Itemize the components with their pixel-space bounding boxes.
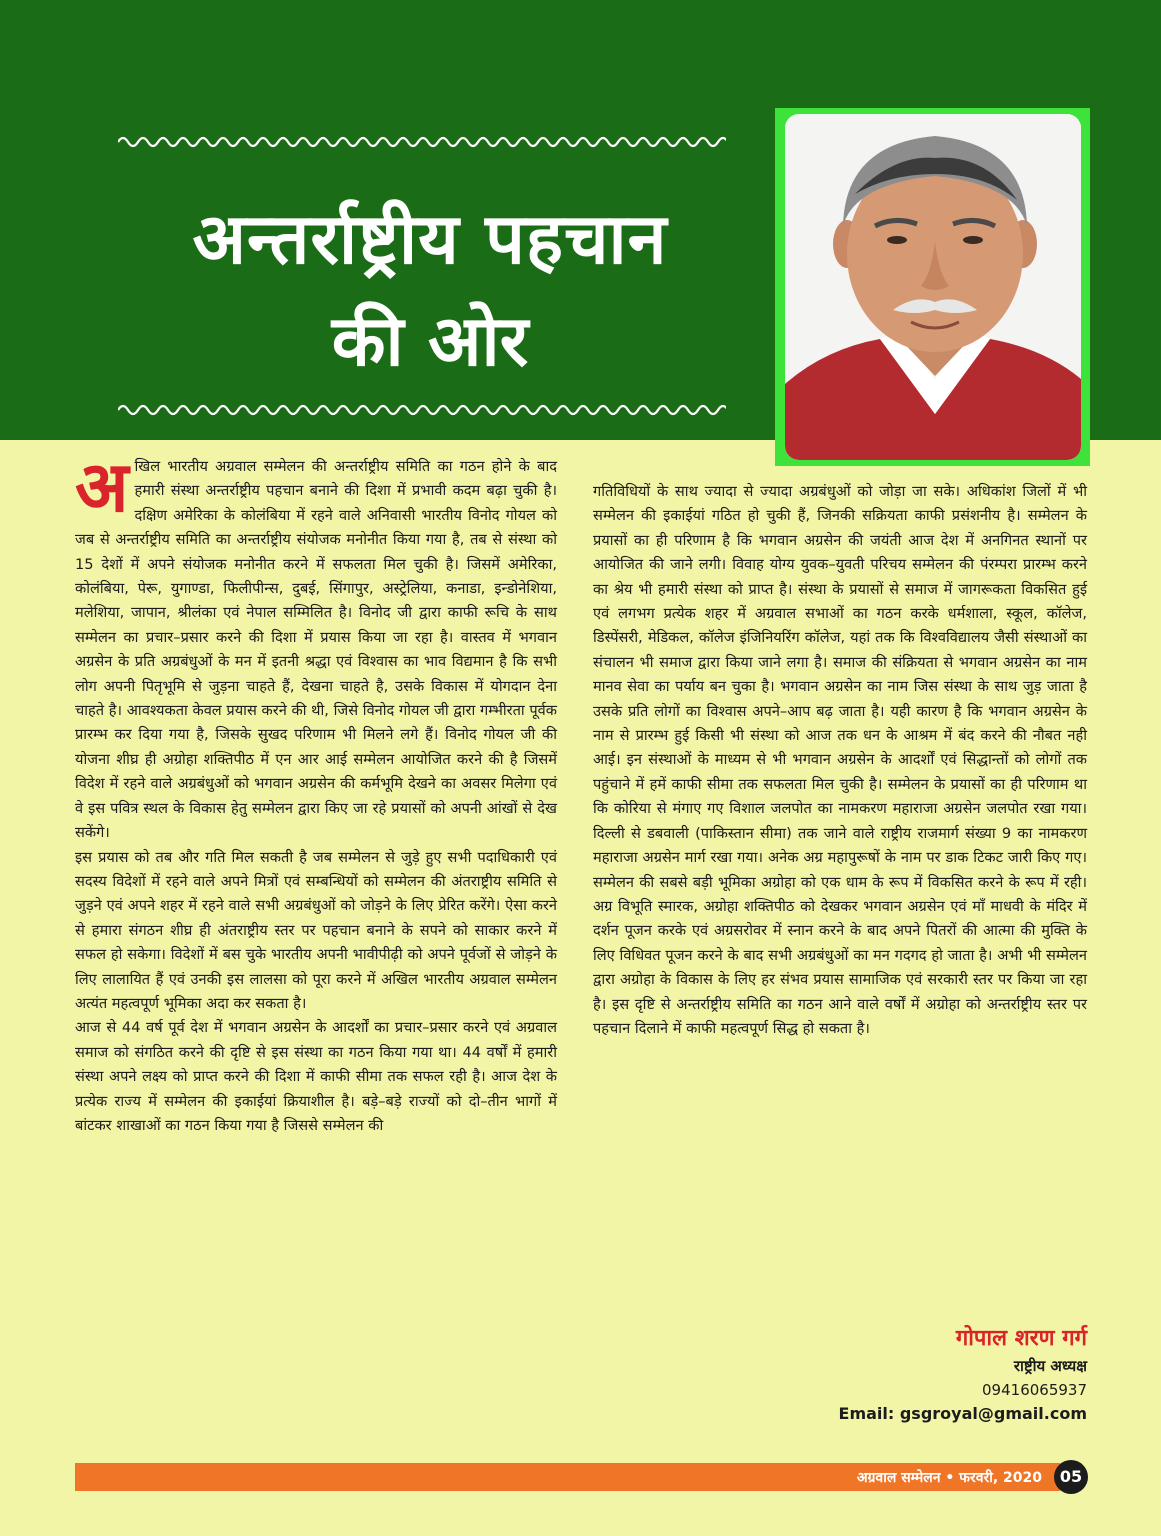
page-number: 05 <box>1054 1460 1088 1494</box>
author-phone: 09416065937 <box>982 1381 1087 1399</box>
article-paragraph: खिल भारतीय अग्रवाल सम्मेलन की अन्तर्राष्ट्रीय समिति का गठन होने के बाद हमारी संस्था अन्तर्राष्ट्रीय पहचान बनाने की दिशा में प्रभावी कदम बढ़ा चुकी है। दक्षिण अमेरिका के कोलंबिया में रहने वाले अनिवासी भारतीय विनोद गोयल को जब से अन्तर्राष्ट्रीय समिति का अन्तर्राष्ट्रीय संयोजक मनोनीत किया गया है, तब से संस्था को 15 देशों में अपने संयोजक मनोनीत करने में सफलता मिल चुकी है। जिसमें अमेरिका, कोलंबिया, पेरू, युगाण्डा, फिलीपीन्स, दुबई, सिंगापुर, अस्ट्रेलिया, कनाडा, इन्डोनेशिया, मलेशिया, जापान, श्रीलंका एवं नेपाल सम्मिलित है। विनोद जी द्वारा काफी रूचि के साथ सम्मेलन का प्रचार–प्रसार करने की दिशा में प्रयास किया जा रहा है। वास्तव में भगवान अग्रसेन के प्रति अग्रबंधुओं के मन में इतनी श्रद्धा एवं विश्वास का भाव विद्यमान है कि सभी लोग अपनी पितृभूमि से जुड़ना चाहते हैं, देखना चाहते है, उसके विकास में योगदान देना चाहते है। आवश्यकता केवल प्रयास करने की थी, जिसे विनोद गोयल जी द्वारा गम्भीरता पूर्वक प्रारम्भ कर दिया गया है, जिसके सुखद परिणाम भी मिलने लगे हैं। विनोद गोयल जी की योजना शीघ्र ही अग्रोहा शक्तिपीठ में एन आर आई सम्मेलन आयोजित करने की है जिसमें विदेश में रहने वाले अग्रबंधुओं को भगवान अग्रसेन की कर्मभूमि देखने का अवसर मिलेगा एवं वे इस पवित्र स्थल के विकास हेतु सम्मेलन द्वारा किए जा रहे प्रयासों को अपनी आंखों से देख सकेंगे। <box>75 458 557 842</box>
footer-publication: अग्रवाल सम्मेलन • फरवरी, 2020 <box>856 1470 1042 1486</box>
decorative-wave-bottom <box>118 400 726 420</box>
decorative-wave-top <box>118 132 726 152</box>
article-paragraph: गतिविधियों के साथ ज्यादा से ज्यादा अग्रबंधुओं को जोड़ा जा सके। अधिकांश जिलों में भी सम्मेलन की इकाईयां गठित हो चुकी हैं, जिनकी सक्रियता काफी प्रसंशनीय है। सम्मेलन के प्रयासों का ही परिणाम है कि भगवान अग्रसेन की जयंती आज देश में अनगिनत स्थानों पर आयोजित की जाने लगी। विवाह योग्य युवक–युवती परिचय सम्मेलन की पंरम्परा प्रारम्भ करने का श्रेय भी हमारी संस्था को प्राप्त है। संस्था के प्रयासों से समाज में जागरूकता विकसित हुई एवं लगभग प्रत्येक शहर में अग्रवाल सभाओं का गठन करके धर्मशाला, स्कूल, कॉलेज, डिस्पेंसरी, मेडिकल, कॉलेज इंजिनियरिंग कॉलेज, यहां तक कि विश्वविद्यालय जैसी संस्थाओं का संचालन भी समाज द्वारा किया जाने लगा है। समाज की संक्रियता से भगवान अग्रसेन का नाम मानव सेवा का पर्याय बन चुका है। भगवान अग्रसेन का नाम जिस संस्था के साथ जुड़ जाता है उसके प्रति लोगों का विश्वास अपने–आप बढ़ जाता है। यही कारण है कि भगवान अग्रसेन के नाम से प्रारम्भ हुई किसी भी संस्था को आज तक धन के आश्रम में बंद करने की नौबत नही आई। इन संस्थाओं के माध्यम से भी भगवान अग्रसेन के आदर्शों एवं सिद्धान्तों को लोगों तक पहुंचाने में हमें काफी सीमा तक सफलता मिल चुकी है। सम्मेलन के प्रयासों का ही परिणाम था कि कोरिया से मंगाए गए विशाल जलपोत का नामकरण महाराजा अग्रसेन जलपोत रखा गया। दिल्ली से डबवाली (पाकिस्तान सीमा) तक जाने वाले राष्ट्रीय राजमार्ग संख्या 9 का नामकरण महाराजा अग्रसेन मार्ग रखा गया। अनेक अग्र महापुरूषों के नाम पर डाक टिकट जारी किए गए। सम्मेलन की सबसे बड़ी भूमिका अग्रोहा को एक धाम के रूप में विकसित करने के रूप में रही। अग्र विभूति स्मारक, अग्रोहा शक्तिपीठ को देखकर भगवान अग्रसेन एवं माँ माधवी के मंदिर में दर्शन पूजन करके एवं अग्रसरोवर में स्नान करने के बाद अपने पितरों की आत्मा की मुक्ति के लिए विधिवत पूजन करने के बाद सभी अग्रबंधुओं का मन गदगद हो जाता है। अभी भी सम्मेलन द्वारा अग्रोहा के विकास के लिए हर संभव प्रयास सामाजिक एवं सरकारी स्तर पर किया जा रहा है। इस दृष्टि से अन्तर्राष्ट्रीय समिति का गठन आने वाले वर्षों में अग्रोहा को अन्तर्राष्ट्रीय स्तर पर पहचान दिलाने में काफी महत्वपूर्ण सिद्ध हो सकता है। <box>593 483 1087 1037</box>
author-role: राष्ट्रीय अध्यक्ष <box>1013 1357 1087 1375</box>
article-column-left <box>75 446 557 1138</box>
portrait-illustration <box>785 114 1081 460</box>
author-email: Email: gsgroyal@gmail.com <box>838 1404 1087 1423</box>
author-photo <box>785 114 1081 460</box>
footer-bar <box>75 1463 1060 1491</box>
article-column-right <box>593 480 1087 1041</box>
headline-line-1: अन्तर्राष्ट्रीय पहचान <box>192 198 668 280</box>
author-photo-frame <box>775 108 1090 466</box>
author-name: गोपाल शरण गर्ग <box>955 1326 1087 1351</box>
drop-cap: अ <box>75 446 129 528</box>
headline-line-2: की ओर <box>331 300 529 382</box>
article-paragraph: इस प्रयास को तब और गति मिल सकती है जब सम्मेलन से जुड़े हुए सभी पदाधिकारी एवं सदस्य विदेशों में रहने वाले अपने मित्रों एवं सम्बन्धियों को सम्मेलन की अंतराष्ट्रीय समिति से जुड़ने एवं अपने शहर में रहने वाले सभी अग्रबंधुओं को जोड़ने के लिए प्रेरित करेंगे। ऐसा करने से हमारा संगठन शीघ्र ही अंतराष्ट्रीय स्तर पर पहचान बनाने के सपने को साकार करने में सफल हो सकेगा। विदेशों में बस चुके भारतीय अपनी भावीपीढ़ी को अपने पूर्वजों से जोड़ने के लिए लालायित हैं एवं उनकी इस लालसा को पूरा करने में अखिल भारतीय अग्रवाल सम्मेलन अत्यंत महत्वपूर्ण भूमिका अदा कर सकता है। <box>75 848 557 1012</box>
article-paragraph: आज से 44 वर्ष पूर्व देश में भगवान अग्रसेन के आदर्शों का प्रचार–प्रसार करने एवं अग्रवाल समाज को संगठित करने की दृष्टि से इस संस्था का गठन किया गया था। 44 वर्षों में हमारी संस्था अपने लक्ष्य को प्राप्त करने की दिशा में काफी सीमा तक सफल रही है। आज देश के प्रत्येक राज्य में सम्मेलन की इकाईयां क्रियाशील है। बड़े–बड़े राज्यों को दो–तीन भागों में बांटकर शाखाओं का गठन किया गया है जिससे सम्मेलन की <box>75 1019 557 1134</box>
